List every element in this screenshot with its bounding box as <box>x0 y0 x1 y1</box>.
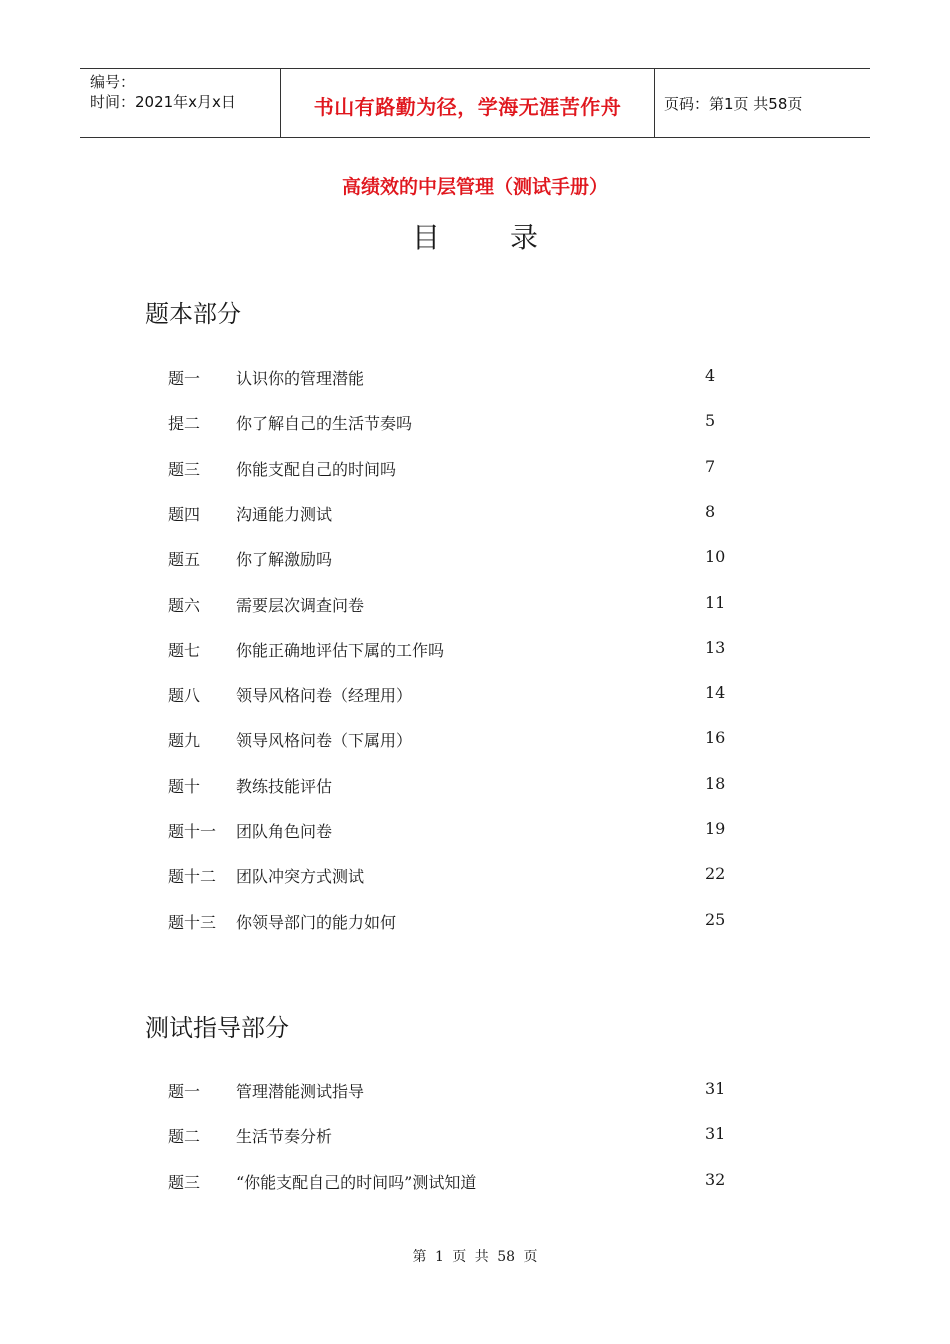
toc-entry-number: 题七 <box>168 641 201 660</box>
toc-entry-number: 题十一 <box>168 822 217 841</box>
toc-entry[interactable] <box>0 638 950 662</box>
toc-entry[interactable] <box>0 366 950 390</box>
toc-entry[interactable] <box>0 547 950 571</box>
toc-entry-page: 11 <box>705 593 726 612</box>
section-title: 测试指导部分 <box>145 1014 289 1042</box>
toc-entry-title: 教练技能评估 <box>236 777 333 796</box>
toc-entry-number: 题二 <box>168 1127 201 1146</box>
toc-entry-page: 22 <box>705 864 726 883</box>
toc-entry[interactable] <box>0 457 950 481</box>
toc-entry-number: 提二 <box>168 414 201 433</box>
toc-entry[interactable] <box>0 1079 950 1103</box>
toc-entry[interactable] <box>0 502 950 526</box>
header-motto-cell <box>280 69 655 137</box>
date-label: 时间：2021年x月x日 <box>90 93 236 111</box>
toc-entry-title: 管理潜能测试指导 <box>236 1082 365 1101</box>
toc-entry-title: 认识你的管理潜能 <box>236 369 365 388</box>
toc-entry[interactable] <box>0 1170 950 1194</box>
toc-entry-title: 团队冲突方式测试 <box>236 867 365 886</box>
toc-entry-page: 31 <box>705 1124 726 1143</box>
toc-entry-number: 题九 <box>168 731 201 750</box>
toc-entry-title: 沟通能力测试 <box>236 505 333 524</box>
toc-entry-page: 25 <box>705 910 726 929</box>
toc-heading: 目录 <box>411 221 608 254</box>
toc-entry-title: 你能支配自己的时间吗 <box>236 460 397 479</box>
toc-entry-page: 32 <box>705 1170 726 1189</box>
toc-entry[interactable] <box>0 910 950 934</box>
header-page-cell <box>654 69 870 137</box>
toc-entry-number: 题五 <box>168 550 201 569</box>
toc-entry-title: 你了解激励吗 <box>236 550 333 569</box>
toc-entry[interactable] <box>0 774 950 798</box>
toc-entry-number: 题三 <box>168 1173 201 1192</box>
toc-entry-page: 19 <box>705 819 726 838</box>
toc-entry-page: 7 <box>705 457 716 476</box>
toc-entry[interactable] <box>0 1124 950 1148</box>
page-info: 页码：第1页 共58页 <box>664 95 803 113</box>
toc-entry[interactable] <box>0 593 950 617</box>
page-footer: 第 1 页 共 58 页 <box>412 1249 538 1265</box>
toc-entry-page: 5 <box>705 411 716 430</box>
toc-entry-title: 领导风格问卷（经理用） <box>236 686 413 705</box>
toc-entry-title: 领导风格问卷（下属用） <box>236 731 413 750</box>
toc-entry[interactable] <box>0 411 950 435</box>
toc-entry[interactable] <box>0 683 950 707</box>
toc-entry-title: 生活节奏分析 <box>236 1127 333 1146</box>
toc-entry-page: 8 <box>705 502 716 521</box>
toc-entry[interactable] <box>0 728 950 752</box>
toc-entry[interactable] <box>0 819 950 843</box>
serial-label: 编号： <box>90 73 136 91</box>
toc-entry-page: 4 <box>705 366 716 385</box>
toc-entry[interactable] <box>0 864 950 888</box>
motto: 书山有路勤为径，学海无涯苦作舟 <box>313 95 622 119</box>
toc-entry-number: 题六 <box>168 596 201 615</box>
toc-entry-number: 题一 <box>168 1082 201 1101</box>
toc-entry-title: 你了解自己的生活节奏吗 <box>236 414 413 433</box>
toc-entry-title: “你能支配自己的时间吗”测试知道 <box>236 1173 477 1192</box>
header-meta-cell <box>80 69 280 137</box>
section-title: 题本部分 <box>145 300 241 328</box>
toc-entry-page: 31 <box>705 1079 726 1098</box>
page-header <box>80 68 870 138</box>
toc-entry-number: 题三 <box>168 460 201 479</box>
toc-entry-title: 你能正确地评估下属的工作吗 <box>236 641 445 660</box>
toc-entry-number: 题八 <box>168 686 201 705</box>
toc-entry-page: 10 <box>705 547 726 566</box>
toc-entry-title: 你领导部门的能力如何 <box>236 913 397 932</box>
toc-entry-number: 题十 <box>168 777 201 796</box>
document-title: 高绩效的中层管理（测试手册） <box>341 176 608 198</box>
toc-entry-title: 团队角色问卷 <box>236 822 333 841</box>
toc-entry-page: 14 <box>705 683 726 702</box>
toc-entry-number: 题十三 <box>168 913 217 932</box>
toc-entry-page: 13 <box>705 638 726 657</box>
toc-entry-number: 题十二 <box>168 867 217 886</box>
toc-entry-page: 16 <box>705 728 726 747</box>
toc-entry-title: 需要层次调查问卷 <box>236 596 365 615</box>
toc-entry-number: 题一 <box>168 369 201 388</box>
toc-entry-number: 题四 <box>168 505 201 524</box>
toc-entry-page: 18 <box>705 774 726 793</box>
